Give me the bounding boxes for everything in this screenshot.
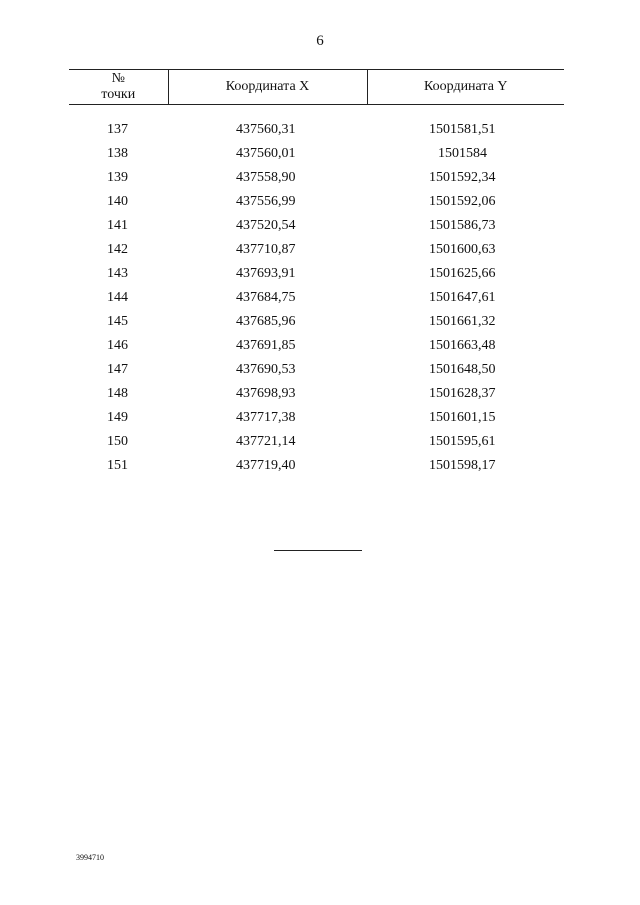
coordinates-table (69, 69, 564, 478)
point-number-cell: 151 (107, 458, 128, 473)
point-number-cell: 139 (107, 170, 128, 185)
coordinate-y-cell: 1501592,06 (429, 194, 496, 209)
coordinate-y-cell: 1501648,50 (429, 362, 496, 377)
end-of-table-rule (274, 550, 362, 551)
coordinate-x-cell: 437721,14 (236, 434, 296, 449)
point-number-cell: 145 (107, 314, 128, 329)
coordinate-y-cell: 1501592,34 (429, 170, 496, 185)
table-spacer-row (69, 105, 564, 119)
coordinate-y-cell: 1501647,61 (429, 290, 496, 305)
coordinate-x-cell: 437684,75 (236, 290, 296, 305)
table-row (69, 142, 564, 166)
header-row (69, 70, 564, 105)
table-row (69, 166, 564, 190)
coordinate-x-cell: 437520,54 (236, 218, 296, 233)
coordinate-y-cell: 1501663,48 (429, 338, 496, 353)
table-row (69, 238, 564, 262)
coordinate-y-cell: 1501628,37 (429, 386, 496, 401)
coordinate-x-cell: 437717,38 (236, 410, 296, 425)
point-number-cell: 148 (107, 386, 128, 401)
point-number-cell: 140 (107, 194, 128, 209)
coordinate-x-cell: 437698,93 (236, 386, 296, 401)
table-row (69, 286, 564, 310)
point-number-cell: 150 (107, 434, 128, 449)
table-row (69, 454, 564, 478)
point-number-cell: 137 (107, 122, 128, 137)
document-code: 3994710 (76, 853, 104, 862)
coordinate-y-header: Координата Y (367, 70, 564, 105)
table-row (69, 190, 564, 214)
table-row (69, 310, 564, 334)
coordinate-x-header: Координата X (168, 70, 367, 105)
coordinate-x-cell: 437690,53 (236, 362, 296, 377)
coordinate-y-cell: 1501584 (438, 146, 487, 161)
table-row (69, 214, 564, 238)
point-number-cell: 141 (107, 218, 128, 233)
coordinate-x-cell: 437560,01 (236, 146, 296, 161)
point-number-label: точки (101, 87, 136, 102)
table-header (69, 70, 564, 105)
table-row (69, 334, 564, 358)
coordinate-x-cell: 437558,90 (236, 170, 296, 185)
point-number-header (69, 70, 168, 105)
table-row (69, 430, 564, 454)
coordinate-x-cell: 437556,99 (236, 194, 296, 209)
coordinate-y-cell: 1501625,66 (429, 266, 496, 281)
coordinate-y-cell: 1501598,17 (429, 458, 496, 473)
point-number-cell: 143 (107, 266, 128, 281)
table-body (69, 105, 564, 479)
point-number-cell: 142 (107, 242, 128, 257)
table-row (69, 262, 564, 286)
coordinate-x-cell: 437691,85 (236, 338, 296, 353)
point-number-cell: 146 (107, 338, 128, 353)
coordinate-y-cell: 1501661,32 (429, 314, 496, 329)
point-number-cell: 147 (107, 362, 128, 377)
coordinate-x-cell: 437560,31 (236, 122, 296, 137)
coordinate-y-cell: 1501601,15 (429, 410, 496, 425)
table-row (69, 406, 564, 430)
page-number: 6 (316, 33, 324, 49)
point-number-cell: 149 (107, 410, 128, 425)
coordinate-y-cell: 1501600,63 (429, 242, 496, 257)
coordinate-x-cell: 437710,87 (236, 242, 296, 257)
point-number-symbol: № (111, 71, 125, 86)
coordinate-x-cell: 437685,96 (236, 314, 296, 329)
table-row (69, 118, 564, 142)
coordinate-y-cell: 1501595,61 (429, 434, 496, 449)
point-number-cell: 138 (107, 146, 128, 161)
coordinate-x-cell: 437693,91 (236, 266, 296, 281)
table-row (69, 382, 564, 406)
coordinate-x-cell: 437719,40 (236, 458, 296, 473)
coordinate-y-cell: 1501581,51 (429, 122, 496, 137)
coordinate-y-cell: 1501586,73 (429, 218, 496, 233)
table-row (69, 358, 564, 382)
point-number-cell: 144 (107, 290, 128, 305)
